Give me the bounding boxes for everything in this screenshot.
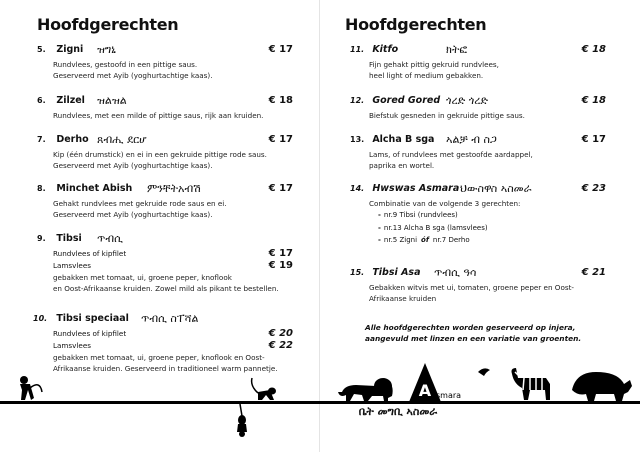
item-ethiopic-name: ጥብሲ ስፐሻል [141, 312, 199, 325]
price-option-price: € 17 [268, 248, 293, 259]
combo-entry-text: nr.13 Alcha B sga (lamsvlees) [383, 223, 488, 232]
page-title: Hoofdgerechten [345, 15, 487, 34]
item-ethiopic-name: ህውስዋስ ኣስመራ [460, 182, 532, 195]
item-price: € 21 [581, 267, 606, 278]
rhino-icon [572, 372, 632, 401]
item-name: Alcha B sga [372, 134, 435, 145]
combo-or: óf [421, 236, 429, 244]
item-name: Gored Gored [372, 95, 441, 106]
item-name: Zilzel [56, 95, 85, 106]
description-line: Afrikaanse kruiden [369, 294, 437, 303]
lion-icon [338, 378, 393, 401]
item-ethiopic-name: ኣልቻ ብ ስጋ [446, 133, 497, 146]
price-option-price: € 22 [268, 340, 293, 351]
item-ethiopic-name: ዝልዝል [97, 94, 127, 107]
monkey-icon [20, 376, 42, 400]
item-price: € 17 [581, 134, 606, 145]
description-line: Biefstuk gesneden in gekruide pittige saus. [369, 111, 525, 120]
description-line: Lams, of rundvlees met gestoofde aardappel, [369, 150, 533, 159]
page-title: Hoofdgerechten [37, 15, 179, 34]
item-price: € 18 [581, 44, 606, 55]
item-ethiopic-name: ጎረድ ጎረድ [446, 94, 489, 107]
description-line: paprika en wortel. [369, 161, 435, 170]
hanging-monkey-icon [237, 404, 247, 437]
item-name: Tibsi Asa [372, 267, 421, 278]
description-line: Rundvlees, met een milde of pittige saus, rijk aan kruiden. [53, 111, 264, 120]
combo-entry: - nr.5 Zigni óf nr.7 Derho [378, 236, 470, 244]
item-number: 5. [37, 45, 46, 54]
item-price: € 17 [268, 134, 293, 145]
item-ethiopic-name: ዝግኒ [97, 43, 116, 56]
logo-wordmark: smara [436, 391, 462, 400]
item-number: 9. [37, 234, 46, 243]
zebra-icon [512, 368, 551, 400]
description-line: gebakken met tomaat, ui, groene peper, knoflook en Oost- [53, 353, 265, 362]
item-ethiopic-name: ጥብሲ ዓሳ [434, 266, 477, 279]
item-ethiopic-name: ጥብሲ [97, 232, 123, 245]
price-option-label: Rundvlees of kipfilet [53, 249, 127, 258]
description-line: Afrikaanse kruiden. Geserveerd in traditioneel warm pannetje. [53, 364, 278, 373]
description-line: Geserveerd met Ayib (yoghurtachtige kaas). [53, 161, 213, 170]
description-line: Kip (één drumstick) en ei in een gekruide pittige rode saus. [53, 150, 267, 159]
item-number: 10. [33, 314, 48, 323]
description-line: Gehakt rundvlees met gekruide rode saus en ei. [53, 199, 227, 208]
description-line: Geserveerd met Ayib (yoghurtachtige kaas). [53, 210, 213, 219]
item-name: Minchet Abish [56, 183, 133, 194]
item-price: € 23 [581, 183, 606, 194]
item-number: 13. [350, 135, 365, 144]
combo-entry-text: nr.5 Zigni [383, 236, 418, 244]
item-price: € 18 [581, 95, 606, 106]
ground-line [0, 401, 640, 404]
combo-entry-text: nr.9 Tibsi (rundvlees) [383, 211, 458, 219]
bird-icon [478, 368, 490, 376]
price-option-price: € 19 [268, 260, 293, 271]
item-number: 15. [350, 268, 365, 277]
logo-letter: A [418, 381, 432, 400]
price-option-label: Lamsvlees [53, 261, 91, 270]
item-price: € 17 [268, 183, 293, 194]
item-ethiopic-name: ጸብሒ ደርሆ [97, 133, 147, 146]
item-name: Tibsi speciaal [56, 313, 129, 324]
item-name: Zigni [56, 44, 84, 55]
asmara-logo [409, 363, 461, 402]
note-line: Alle hoofdgerechten worden geserveerd op injera, [365, 323, 576, 332]
item-number: 12. [350, 96, 365, 105]
description-line: gebakken met tomaat, ui, groene peper, knoflook [53, 273, 232, 282]
note-line: aangevuld met linzen en een variatie van groenten. [365, 334, 582, 343]
price-option-price: € 20 [268, 328, 293, 339]
price-option-label: Rundvlees of kipfilet [53, 329, 127, 338]
item-name: Kitfo [372, 44, 399, 55]
description-line: Gebakken witvis met ui, tomaten, groene peper en Oost- [369, 283, 575, 292]
description-line: en Oost-Afrikaanse kruiden. Zowel mild als pikant te bestellen. [53, 284, 279, 293]
combo-entry: - nr.9 Tibsi (rundvlees) [378, 211, 458, 219]
description-line: heel light of medium gebakken. [369, 71, 484, 80]
item-ethiopic-name: ክትፎ [446, 43, 468, 56]
description-line: Geserveerd met Ayib (yoghurtachtige kaas). [53, 71, 213, 80]
item-name: Hwswas Asmara [372, 183, 460, 194]
combo-entry-text: nr.7 Derho [432, 236, 470, 244]
item-price: € 18 [268, 95, 293, 106]
item-name: Derho [56, 134, 89, 145]
description-line: Combinatie van de volgende 3 gerechten: [369, 199, 521, 208]
item-number: 14. [350, 184, 365, 193]
item-name: Tibsi [56, 233, 82, 244]
price-option-label: Lamsvlees [53, 341, 91, 350]
monkey-icon [252, 378, 276, 400]
item-number: 6. [37, 96, 46, 105]
description-line: Fijn gehakt pittig gekruid rundvlees, [369, 60, 499, 69]
combo-entry: - nr.13 Alcha B sga (lamsvlees) [378, 223, 488, 232]
restaurant-ethiopic-name: ቤት መግቢ ኣስመራ [358, 405, 438, 418]
item-number: 7. [37, 135, 46, 144]
item-price: € 17 [268, 44, 293, 55]
item-number: 11. [350, 45, 365, 54]
description-line: Rundvlees, gestoofd in een pittige saus. [53, 60, 198, 69]
item-number: 8. [37, 184, 46, 193]
item-ethiopic-name: ምንቸትአብሽ [147, 182, 201, 195]
